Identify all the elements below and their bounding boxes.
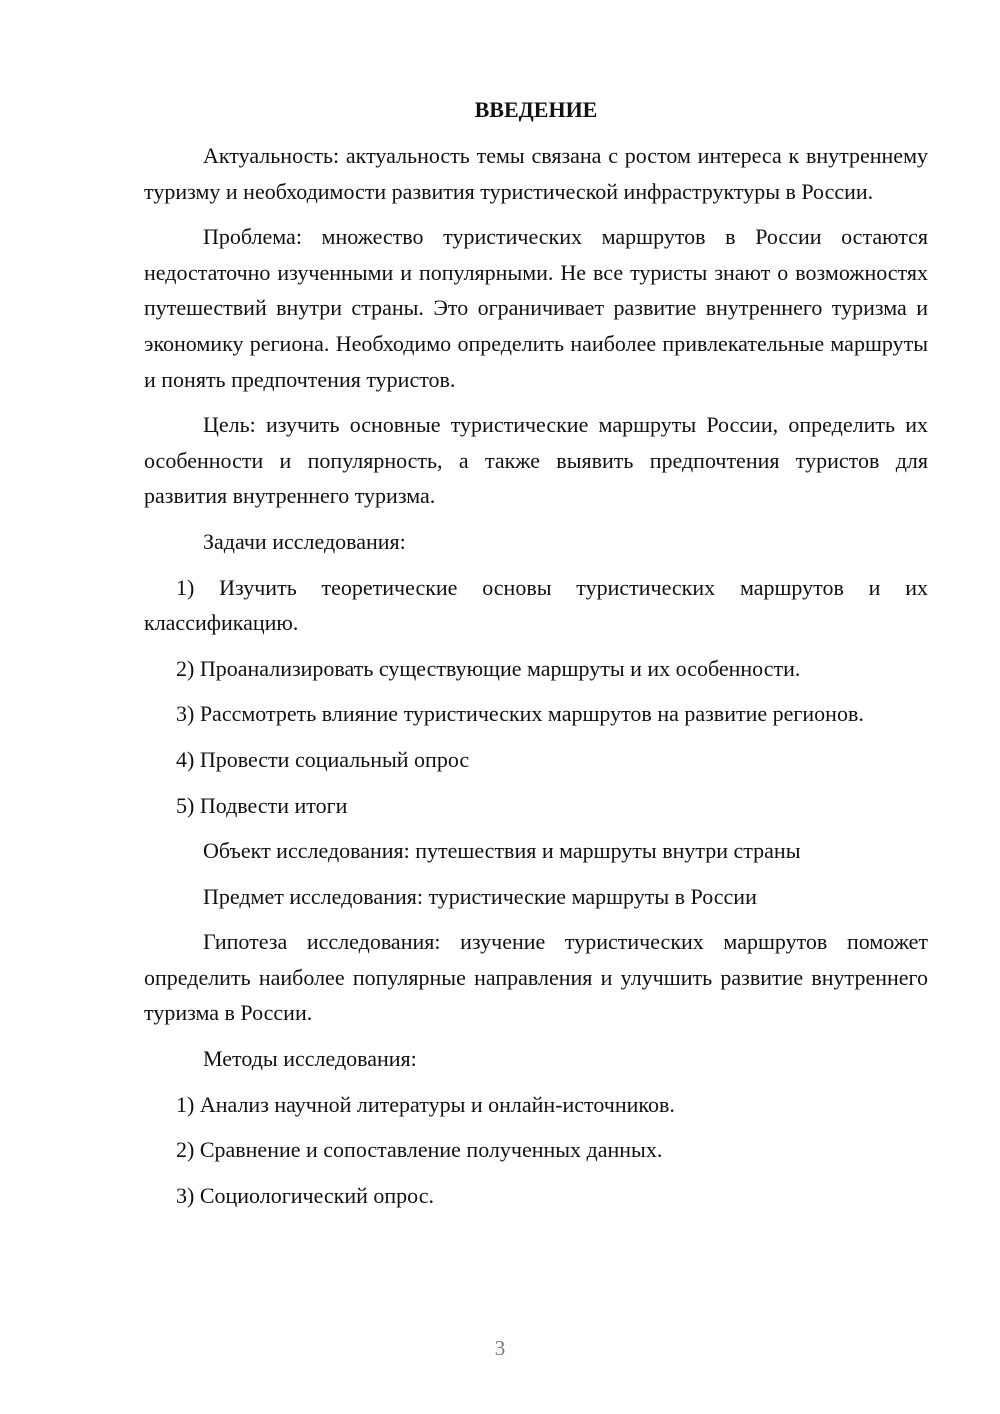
method-item: 2) Сравнение и сопоставление полученных данных. <box>176 1137 663 1163</box>
task-item: 4) Провести социальный опрос <box>176 746 470 772</box>
methods-heading: Методы исследования: <box>203 1046 417 1072</box>
goal-paragraph: Цель: изучить основные туристические маршруты России, определить их особенности и популярность, а также выявить предпочтения туристов для развития внутреннего туризма. <box>144 412 928 509</box>
relevance-paragraph: Актуальность: актуальность темы связана с ростом интереса к внутреннему туризму и необходимости развития туристической инфраструктуры в России. <box>144 143 928 204</box>
method-item: 1) Анализ научной литературы и онлайн-источников. <box>176 1091 675 1117</box>
method-item: 3) Социологический опрос. <box>176 1182 434 1208</box>
hypothesis-paragraph: Гипотеза исследования: изучение туристических маршрутов поможет определить наиболее популярные направления и улучшить развитие внутреннего туризма в России. <box>144 929 928 1026</box>
task-item: 2) Проанализировать существующие маршруты и их особенности. <box>176 655 801 681</box>
section-heading: ВВЕДЕНИЕ <box>474 97 598 122</box>
task-item: 1) Изучить теоретические основы туристических маршрутов и их классификацию. <box>144 574 928 636</box>
document-page <box>144 92 928 1223</box>
task-item: 5) Подвести итоги <box>176 792 348 818</box>
subject-paragraph: Предмет исследования: туристические маршруты в России <box>203 883 757 909</box>
object-paragraph: Объект исследования: путешествия и маршруты внутри страны <box>203 838 801 864</box>
tasks-heading: Задачи исследования: <box>203 528 406 554</box>
problem-paragraph: Проблема: множество туристических маршрутов в России остаются недостаточно изученными и популярными. Не все туристы знают о возможностях путешествий внутри страны. Это ограничивает развитие внутреннего туризма и экономику региона. Необходимо определить наиболее привлекательные маршруты и понять предпочтения туристов. <box>144 224 928 392</box>
task-item: 3) Рассмотреть влияние туристических маршрутов на развитие регионов. <box>176 701 864 727</box>
page-number: 3 <box>494 1336 506 1360</box>
